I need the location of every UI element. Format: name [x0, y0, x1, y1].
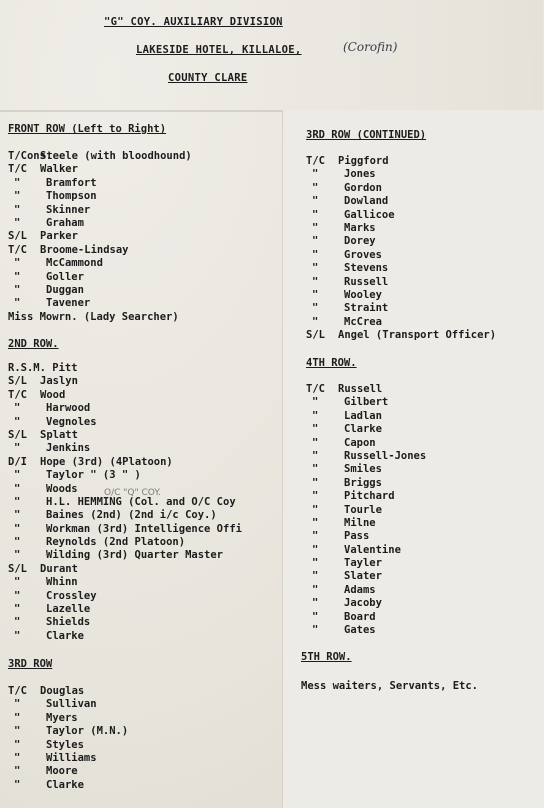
- person-name: Groves: [344, 248, 382, 261]
- list-item: [8, 217, 288, 230]
- second-row-heading: 2ND ROW.: [8, 338, 59, 350]
- rank-prefix: ": [14, 509, 21, 522]
- person-name: Sullivan: [46, 698, 97, 711]
- rank-prefix: ": [312, 610, 319, 623]
- rank-prefix: ": [312, 315, 319, 328]
- person-name: Tayler: [344, 557, 382, 570]
- header-company: "G" COY. AUXILIARY DIVISION: [104, 16, 283, 28]
- rank-prefix: ": [14, 190, 21, 203]
- rank-prefix: ": [14, 765, 21, 778]
- person-name: Goller: [46, 270, 84, 283]
- person-name: Bramfort: [46, 176, 97, 189]
- list-item: [306, 557, 538, 570]
- list-item: [306, 450, 538, 463]
- rank-prefix: ": [312, 262, 319, 275]
- person-name: Wilding (3rd) Quarter Master: [46, 549, 224, 562]
- person-name: Clarke: [46, 629, 84, 642]
- person-name: Dorey: [344, 235, 376, 248]
- person-name: Walker: [40, 163, 78, 176]
- list-item: [8, 456, 286, 469]
- person-name: Smiles: [344, 463, 382, 476]
- person-name: Board: [344, 610, 376, 623]
- rank-prefix: ": [14, 725, 21, 738]
- list-item: [8, 590, 286, 603]
- person-name: Splatt: [40, 428, 78, 441]
- list-item: [8, 523, 286, 536]
- rank-prefix: T/Cons.: [8, 150, 53, 162]
- paper-crease: [0, 110, 282, 112]
- list-item: [306, 490, 538, 503]
- rank-prefix: ": [14, 203, 21, 216]
- list-item: [8, 375, 286, 388]
- person-name: Tavener: [46, 297, 91, 310]
- person-name: Reynolds (2nd Platoon): [46, 536, 186, 549]
- rank-prefix: ": [312, 624, 319, 637]
- list-item: [306, 423, 538, 436]
- person-name: Whinn: [46, 576, 78, 589]
- list-item: [8, 190, 288, 203]
- list-item: [8, 244, 288, 257]
- rank-prefix: T/C: [306, 155, 325, 167]
- list-item: [8, 429, 286, 442]
- list-item: [306, 597, 538, 610]
- person-name: McCrea: [344, 315, 382, 328]
- list-item: [8, 563, 286, 576]
- list-item: [8, 297, 288, 310]
- rank-prefix: ": [312, 396, 319, 409]
- list-item: [306, 477, 538, 490]
- list-item: [306, 410, 538, 423]
- list-item: [8, 204, 288, 217]
- rank-prefix: ": [312, 409, 319, 422]
- person-name: Myers: [46, 711, 78, 724]
- rank-prefix: S/L: [8, 230, 27, 243]
- rank-prefix: ": [14, 738, 21, 751]
- list-item: [306, 530, 538, 543]
- person-name: Clarke: [344, 423, 382, 436]
- person-name: Pass: [344, 530, 370, 543]
- rank-prefix: ": [14, 442, 21, 455]
- list-item: [8, 739, 278, 752]
- list-item: [8, 284, 288, 297]
- person-name: Graham: [46, 216, 84, 229]
- rank-prefix: ": [312, 490, 319, 503]
- person-name: Thompson: [46, 190, 97, 203]
- list-item: [306, 437, 538, 450]
- rank-prefix: ": [312, 168, 319, 181]
- rank-prefix: ": [14, 495, 21, 508]
- person-name: Stevens: [344, 262, 389, 275]
- rank-prefix: ": [312, 570, 319, 583]
- person-name: Dowland: [344, 195, 389, 208]
- person-name: Straint: [344, 302, 389, 315]
- rank-prefix: T/C: [8, 163, 27, 176]
- list-item: [8, 469, 286, 482]
- rank-prefix: ": [14, 589, 21, 602]
- rank-prefix: ": [14, 536, 21, 549]
- list-item: [8, 603, 286, 616]
- person-name: Woods: [46, 482, 78, 495]
- list-item: [8, 389, 286, 402]
- rank-prefix: ": [14, 482, 21, 495]
- fifth-row-text: Mess waiters, Servants, Etc.: [301, 680, 479, 692]
- handwritten-note: (Corofin): [343, 40, 398, 54]
- list-item: [306, 517, 538, 530]
- rank-prefix: ": [312, 516, 319, 529]
- list-item: [306, 329, 538, 342]
- third-row-continued-list: [306, 155, 538, 342]
- person-name: Jaslyn: [40, 375, 78, 388]
- rank-prefix: S/L: [8, 562, 27, 575]
- person-name: Gilbert: [344, 396, 389, 409]
- list-item: [8, 725, 278, 738]
- list-item: [306, 624, 538, 637]
- rank-prefix: ": [312, 423, 319, 436]
- person-name: Tourle: [344, 503, 382, 516]
- list-item: [8, 509, 286, 522]
- fourth-row-heading: 4TH ROW.: [306, 357, 357, 369]
- list-item: [8, 536, 286, 549]
- list-item: [8, 257, 288, 270]
- third-row-continued-heading: 3RD ROW (CONTINUED): [306, 129, 427, 141]
- person-name: Styles: [46, 738, 84, 751]
- list-item: [306, 182, 538, 195]
- rank-prefix: ": [312, 463, 319, 476]
- person-name: Vegnoles: [46, 415, 97, 428]
- list-item: [306, 276, 538, 289]
- rank-prefix: ": [312, 275, 319, 288]
- rank-prefix: ": [312, 302, 319, 315]
- person-name: Gates: [344, 624, 376, 637]
- person-name: Williams: [46, 751, 97, 764]
- header-hotel: LAKESIDE HOTEL, KILLALOE,: [136, 44, 302, 56]
- rank-prefix: ": [14, 176, 21, 189]
- person-name: Taylor " (3 " ): [46, 469, 141, 482]
- list-item: [8, 416, 286, 429]
- rank-prefix: ": [312, 476, 319, 489]
- list-item: [8, 779, 278, 792]
- person-name: Ladlan: [344, 409, 382, 422]
- list-item: [8, 630, 286, 643]
- rank-prefix: ": [312, 248, 319, 261]
- rank-prefix: ": [14, 297, 21, 310]
- list-item: [306, 570, 538, 583]
- person-name: Slater: [344, 570, 382, 583]
- list-item: [8, 271, 288, 284]
- person-name: Duggan: [46, 283, 84, 296]
- rank-prefix: S/L: [306, 329, 325, 342]
- rank-prefix: S/L: [8, 375, 27, 388]
- rank-prefix: ": [14, 216, 21, 229]
- person-name: Baines (2nd) (2nd i/c Coy.): [46, 509, 217, 522]
- person-name: Russell: [344, 275, 389, 288]
- list-item: [8, 311, 288, 324]
- list-item: [8, 402, 286, 415]
- person-name: H.L. HEMMING (Col. and O/C Coy: [46, 495, 236, 508]
- rank-prefix: D/I: [8, 455, 27, 468]
- rank-prefix: ": [14, 751, 21, 764]
- list-item: [8, 765, 278, 778]
- rank-prefix: ": [14, 415, 21, 428]
- person-name: Jenkins: [46, 442, 91, 455]
- person-name: Piggford: [338, 155, 389, 167]
- list-item: [8, 752, 278, 765]
- person-name: Milne: [344, 516, 376, 529]
- list-item: [306, 155, 538, 168]
- rank-prefix: ": [14, 257, 21, 270]
- person-name: Angel (Transport Officer): [338, 329, 497, 342]
- person-name: Durant: [40, 562, 78, 575]
- person-name: Taylor (M.N.): [46, 725, 129, 738]
- person-name: R.S.M. Pitt: [8, 362, 78, 374]
- rank-prefix: ": [312, 288, 319, 301]
- rank-prefix: T/C: [8, 388, 27, 401]
- person-name: Wood: [40, 388, 66, 401]
- person-name: Gordon: [344, 181, 382, 194]
- rank-prefix: ": [312, 597, 319, 610]
- person-name: Jacoby: [344, 597, 382, 610]
- person-name: Adams: [344, 583, 376, 596]
- person-name: Valentine: [344, 543, 401, 556]
- list-item: [306, 168, 538, 181]
- list-item: [306, 262, 538, 275]
- rank-prefix: ": [14, 629, 21, 642]
- list-item: [8, 177, 288, 190]
- rank-prefix: ": [14, 698, 21, 711]
- front-row-list: [8, 150, 288, 324]
- person-name: Pitchard: [344, 490, 395, 503]
- list-item: [8, 362, 286, 375]
- rank-prefix: ": [312, 181, 319, 194]
- rank-prefix: ": [312, 449, 319, 462]
- rank-prefix: ": [312, 436, 319, 449]
- person-name: Jones: [344, 168, 376, 181]
- list-item: [306, 249, 538, 262]
- rank-prefix: ": [312, 208, 319, 221]
- person-name: McCammond: [46, 257, 103, 270]
- list-item: [8, 616, 286, 629]
- person-name: Workman (3rd) Intelligence Offi: [46, 522, 242, 535]
- list-item: [8, 549, 286, 562]
- person-name: Moore: [46, 765, 78, 778]
- list-item: [8, 230, 288, 243]
- person-name: Russell-Jones: [344, 449, 427, 462]
- rank-prefix: ": [312, 221, 319, 234]
- person-name: Crossley: [46, 589, 97, 602]
- rank-prefix: ": [312, 543, 319, 556]
- list-item: [306, 316, 538, 329]
- rank-prefix: ": [312, 557, 319, 570]
- third-row-list: [8, 685, 278, 792]
- person-name: Miss Mowrn. (Lady Searcher): [8, 310, 179, 323]
- rank-prefix: ": [14, 469, 21, 482]
- header-county: COUNTY CLARE: [168, 72, 248, 84]
- person-name: Skinner: [46, 203, 91, 216]
- list-item: [306, 504, 538, 517]
- rank-prefix: ": [14, 576, 21, 589]
- list-item: [306, 611, 538, 624]
- list-item: [8, 576, 286, 589]
- rank-prefix: T/C: [306, 383, 325, 395]
- rank-prefix: ": [312, 503, 319, 516]
- person-name: Hope (3rd) (4Platoon): [40, 455, 173, 468]
- person-name: Briggs: [344, 476, 382, 489]
- fourth-row-list: [306, 383, 538, 637]
- list-item: [306, 289, 538, 302]
- rank-prefix: S/L: [8, 428, 27, 441]
- person-name: Capon: [344, 436, 376, 449]
- front-row-heading: FRONT ROW (Left to Right): [8, 123, 167, 135]
- list-item: [306, 195, 538, 208]
- person-name: Harwood: [46, 402, 91, 415]
- list-item: [8, 712, 278, 725]
- rank-prefix: ": [312, 195, 319, 208]
- fifth-row-heading: 5TH ROW.: [301, 651, 352, 663]
- rank-prefix: ": [312, 235, 319, 248]
- rank-prefix: ": [14, 778, 21, 791]
- rank-prefix: T/C: [8, 243, 27, 256]
- person-name: Marks: [344, 221, 376, 234]
- list-item: [306, 209, 538, 222]
- rank-prefix: ": [14, 549, 21, 562]
- rank-prefix: T/C: [8, 685, 27, 697]
- list-item: [306, 235, 538, 248]
- rank-prefix: ": [14, 283, 21, 296]
- rank-prefix: ": [14, 402, 21, 415]
- third-row-heading: 3RD ROW: [8, 658, 53, 670]
- list-item: [306, 544, 538, 557]
- person-name: Lazelle: [46, 603, 91, 616]
- list-item: [306, 302, 538, 315]
- person-name: Russell: [338, 383, 383, 395]
- rank-prefix: ": [14, 616, 21, 629]
- list-item: [8, 685, 278, 698]
- person-name: Clarke: [46, 778, 84, 791]
- list-item: [306, 222, 538, 235]
- list-item: [306, 383, 538, 396]
- rank-prefix: ": [14, 603, 21, 616]
- second-row-list: [8, 362, 286, 643]
- person-name: Wooley: [344, 288, 382, 301]
- list-item: [8, 698, 278, 711]
- list-item: [8, 442, 286, 455]
- person-name: Shields: [46, 616, 91, 629]
- rank-prefix: ": [14, 711, 21, 724]
- rank-prefix: ": [14, 522, 21, 535]
- list-item: [8, 150, 288, 163]
- list-item: [306, 396, 538, 409]
- person-name: Gallicoe: [344, 208, 395, 221]
- list-item: [306, 584, 538, 597]
- rank-prefix: ": [14, 270, 21, 283]
- rank-prefix: ": [312, 530, 319, 543]
- person-name: Parker: [40, 230, 78, 243]
- person-name: Douglas: [40, 685, 85, 697]
- rank-prefix: ": [312, 583, 319, 596]
- pencil-note: O/C "Q" COY.: [104, 488, 161, 498]
- list-item: [306, 463, 538, 476]
- person-name: Broome-Lindsay: [40, 243, 129, 256]
- person-name: Steele (with bloodhound): [40, 150, 192, 162]
- list-item: [8, 163, 288, 176]
